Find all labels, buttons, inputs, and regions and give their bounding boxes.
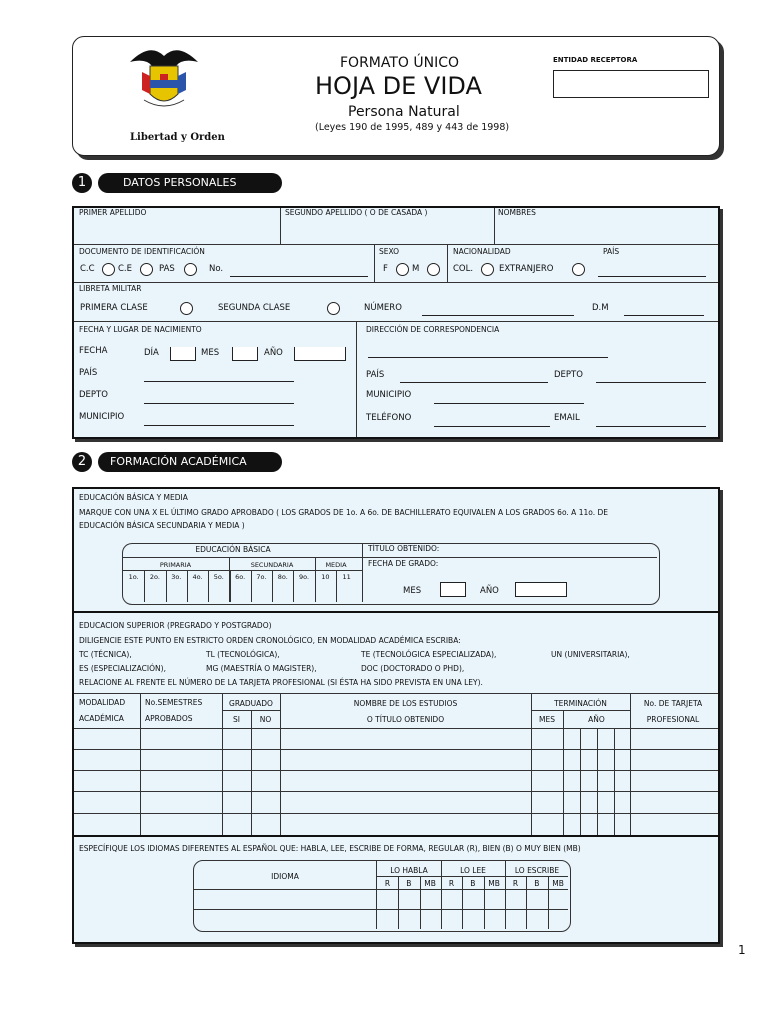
idioma-col-r-3: R <box>512 879 519 888</box>
fecha-grado-label: FECHA DE GRADO: <box>368 559 439 568</box>
sexo-label: SEXO <box>379 247 400 256</box>
idioma-col-mb-3: MB <box>552 879 564 888</box>
edu-basica-header: EDUCACIÓN BÁSICA <box>195 545 271 554</box>
basica-instruction-1: MARQUE CON UNA X EL ÚLTIMO GRADO APROBADO ( LOS GRADOS DE 1o. A 6o. DE BACHILLERATO EQUIVALEN A LOS GRADOS 6o. A 11o. DE <box>79 508 608 517</box>
lo-lee-header: LO LEE <box>460 866 486 875</box>
col-modalidad-1: MODALIDAD <box>79 698 126 707</box>
grado-anio-field[interactable] <box>515 582 567 597</box>
ce-label: C.E <box>118 264 133 274</box>
entidad-receptora-field[interactable] <box>553 70 709 98</box>
modalidad-tl: TL (TECNOLÓGICA), <box>206 650 280 659</box>
idioma-header: IDIOMA <box>271 872 299 881</box>
basica-title: EDUCACIÓN BÁSICA Y MEDIA <box>79 493 188 502</box>
idiomas-instruction: ESPECÍFIQUE LOS IDIOMAS DIFERENTES AL ESPAÑOL QUE: HABLA, LEE, ESCRIBE DE FORMA, REGULAR (R), BIEN (B) O MUY BIEN (MB) <box>79 844 581 853</box>
grade-cell-4[interactable]: 4o. <box>192 573 203 581</box>
modalidad-tc: TC (TÉCNICA), <box>79 650 132 659</box>
superior-row-line <box>74 813 718 814</box>
grade-cell-10[interactable]: 10 <box>321 573 330 581</box>
dia-field[interactable] <box>170 347 196 361</box>
superior-instruction: DILIGENCIE ESTE PUNTO EN ESTRICTO ORDEN CRONOLÓGICO, EN MODALIDAD ACADÉMICA ESCRIBA: <box>79 636 461 645</box>
col-semestres-1: No.SEMESTRES <box>145 698 203 707</box>
mes-field[interactable] <box>232 347 258 361</box>
col-modalidad-2: ACADÉMICA <box>79 714 124 723</box>
dm-field[interactable] <box>624 315 704 316</box>
grado-anio-label: AÑO <box>480 586 499 596</box>
section-2-title: FORMACIÓN ACADÉMICA <box>110 455 247 468</box>
pais-header-label: PAÍS <box>603 247 620 256</box>
lo-escribe-header: LO ESCRIBE <box>514 866 560 875</box>
primera-clase-radio[interactable] <box>180 302 193 315</box>
logo-caption: Libertad y Orden <box>130 132 225 143</box>
fecha-label: FECHA <box>79 346 108 356</box>
sexo-m-radio[interactable] <box>427 263 440 276</box>
media-header: MEDIA <box>325 561 347 569</box>
pais-corr-label: PAÍS <box>366 370 385 380</box>
depto-nac-label: DEPTO <box>79 390 108 400</box>
superior-title: EDUCACION SUPERIOR (PREGRADO Y POSTGRADO) <box>79 621 272 630</box>
form-title-2: HOJA DE VIDA <box>315 72 482 100</box>
pais-nac-label: PAÍS <box>79 368 98 378</box>
no-label: No. <box>209 264 224 274</box>
section-1-number: 1 <box>72 173 92 193</box>
cc-radio[interactable] <box>102 263 115 276</box>
col-terminacion: TERMINACIÓN <box>554 699 607 708</box>
idioma-col-mb-1: MB <box>424 879 436 888</box>
superior-row-line <box>74 791 718 792</box>
page-number: 1 <box>738 943 746 957</box>
grade-cell-8[interactable]: 8o. <box>277 573 288 581</box>
municipio-nac-label: MUNICIPIO <box>79 412 125 422</box>
entidad-receptora-label: ENTIDAD RECEPTORA <box>553 56 638 64</box>
form-title-1: FORMATO ÚNICO <box>340 55 460 71</box>
coat-of-arms-logo <box>120 42 208 122</box>
modalidad-te: TE (TECNOLÓGICA ESPECIALIZADA), <box>361 650 497 659</box>
col-tarjeta-2: PROFESIONAL <box>646 715 700 724</box>
fecha-lugar-label: FECHA Y LUGAR DE NACIMIENTO <box>79 325 202 334</box>
email-field[interactable] <box>596 426 706 427</box>
telefono-label: TELÉFONO <box>366 413 412 423</box>
ce-radio[interactable] <box>140 263 153 276</box>
lo-habla-header: LO HABLA <box>390 866 428 875</box>
grade-cell-5[interactable]: 5o. <box>213 573 224 581</box>
libreta-numero-field[interactable] <box>422 315 574 316</box>
pais-nac-field[interactable] <box>144 381 294 382</box>
cc-label: C.C <box>80 264 95 274</box>
document-number-field[interactable] <box>230 276 368 277</box>
section-2-number: 2 <box>72 452 92 472</box>
telefono-field[interactable] <box>434 426 550 427</box>
col-nombre-1: NOMBRE DE LOS ESTUDIOS <box>353 699 458 708</box>
anio-label: AÑO <box>264 348 283 358</box>
grade-cell-9[interactable]: 9o. <box>299 573 310 581</box>
idioma-col-b-2: B <box>470 879 476 888</box>
dm-label: D.M <box>592 303 609 313</box>
pas-radio[interactable] <box>184 263 197 276</box>
relacione-text: RELACIONE AL FRENTE EL NÚMERO DE LA TARJETA PROFESIONAL (SI ÉSTA HA SIDO PREVISTA EN UNA LEY). <box>79 678 483 687</box>
depto-nac-field[interactable] <box>144 403 294 404</box>
municipio-corr-label: MUNICIPIO <box>366 390 412 400</box>
section-1-title: DATOS PERSONALES <box>123 176 237 189</box>
idioma-col-r-1: R <box>384 879 391 888</box>
idioma-col-b-1: B <box>406 879 412 888</box>
sexo-m-label: M <box>412 264 420 274</box>
modalidad-mg: MG (MAESTRÍA O MAGISTER), <box>206 664 317 673</box>
grado-mes-field[interactable] <box>440 582 466 597</box>
anio-field[interactable] <box>294 347 346 361</box>
libreta-militar-label: LIBRETA MILITAR <box>79 284 142 293</box>
form-subtitle: Persona Natural <box>348 104 460 120</box>
col-no: NO <box>259 715 272 724</box>
municipio-corr-field[interactable] <box>434 403 584 404</box>
segundo-apellido-label: SEGUNDO APELLIDO ( O DE CASADA ) <box>285 208 428 217</box>
sexo-f-radio[interactable] <box>396 263 409 276</box>
modalidad-doc: DOC (DOCTORADO O PHD), <box>361 664 465 673</box>
extranjero-radio[interactable] <box>572 263 585 276</box>
extranjero-label: EXTRANJERO <box>499 264 554 274</box>
modalidad-un: UN (UNIVERSITARIA), <box>551 650 630 659</box>
grade-cell-11[interactable]: 11 <box>342 573 351 581</box>
col-mes: MES <box>539 715 555 724</box>
pais-corr-field[interactable] <box>400 382 548 383</box>
col-anio: AÑO <box>588 715 605 724</box>
dia-label: DÍA <box>144 348 159 358</box>
grade-cell-1[interactable]: 1o. <box>128 573 139 581</box>
primaria-header: PRIMARIA <box>159 561 192 569</box>
datos-personales-section <box>72 206 720 439</box>
col-semestres-2: APROBADOS <box>145 714 193 723</box>
idioma-col-r-2: R <box>448 879 455 888</box>
col-radio[interactable] <box>481 263 494 276</box>
depto-corr-field[interactable] <box>596 382 706 383</box>
depto-corr-label: DEPTO <box>554 370 583 380</box>
segunda-clase-label: SEGUNDA CLASE <box>218 303 291 313</box>
col-si: SI <box>233 715 240 724</box>
idioma-col-mb-2: MB <box>488 879 500 888</box>
titulo-obtenido-label: TÍTULO OBTENIDO: <box>368 544 440 553</box>
primera-clase-label: PRIMERA CLASE <box>80 303 148 313</box>
nombres-label: NOMBRES <box>498 208 536 217</box>
pas-label: PAS <box>159 264 175 274</box>
superior-row-line <box>74 770 718 771</box>
col-tarjeta-1: No. DE TARJETA <box>643 699 703 708</box>
modalidad-es: ES (ESPECIALIZACIÓN), <box>79 664 166 673</box>
direccion-field[interactable] <box>368 357 608 358</box>
direccion-label: DIRECCIÓN DE CORRESPONDENCIA <box>366 325 500 334</box>
nacionalidad-pais-field[interactable] <box>598 276 706 277</box>
grade-cell-6[interactable]: 6o. <box>235 573 246 581</box>
mes-label: MES <box>201 348 220 358</box>
col-nombre-2: O TÍTULO OBTENIDO <box>366 715 445 724</box>
superior-row-line <box>74 749 718 750</box>
segunda-clase-radio[interactable] <box>327 302 340 315</box>
documento-label: DOCUMENTO DE IDENTIFICACIÓN <box>79 247 205 256</box>
col-label: COL. <box>453 264 474 274</box>
primer-apellido-label: PRIMER APELLIDO <box>79 208 147 217</box>
secundaria-header: SECUNDARIA <box>250 561 294 569</box>
grade-cell-3[interactable]: 3o. <box>171 573 182 581</box>
col-graduado: GRADUADO <box>229 699 273 708</box>
nacionalidad-label: NACIONALIDAD <box>453 247 511 256</box>
basica-instruction-2: EDUCACIÓN BÁSICA SECUNDARIA Y MEDIA ) <box>79 521 245 530</box>
grade-cell-2[interactable]: 2o. <box>149 573 160 581</box>
idioma-col-b-3: B <box>534 879 540 888</box>
numero-label: NÚMERO <box>364 303 402 313</box>
grado-mes-label: MES <box>403 586 422 596</box>
grade-cell-7[interactable]: 7o. <box>256 573 267 581</box>
email-label: EMAIL <box>554 413 580 423</box>
municipio-nac-field[interactable] <box>144 425 294 426</box>
sexo-f-label: F <box>383 264 388 274</box>
laws-text: (Leyes 190 de 1995, 489 y 443 de 1998) <box>315 122 510 133</box>
